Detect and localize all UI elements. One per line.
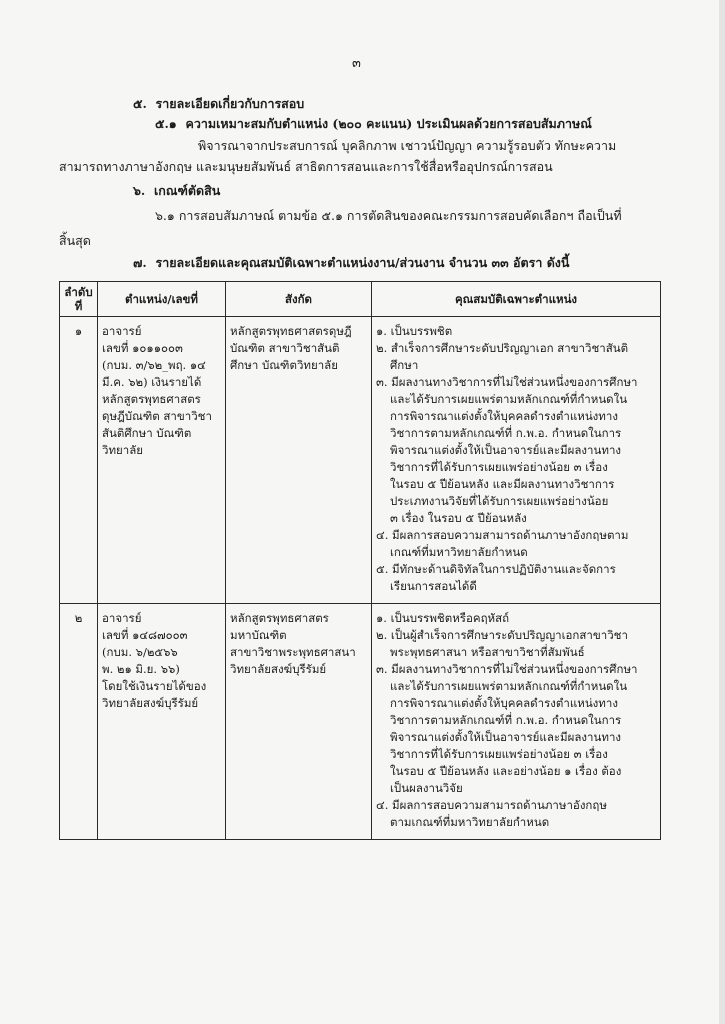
qualification-table — [59, 281, 661, 840]
table-header-row — [60, 282, 661, 317]
unit-line: หลักสูตรพุทธศาสตรดุษฎี — [230, 324, 352, 338]
section-6-title: เกณฑ์ตัดสิน — [154, 183, 221, 198]
position-line: (กบม. ๓/๖๒_พฤ. ๑๔ — [102, 358, 206, 372]
qualification-item: ๑. เป็นบรรพชิตหรือคฤหัสถ์ — [376, 611, 510, 625]
section-5-1-title: ความเหมาะสมกับตำแหน่ง (๒๐๐ คะแนน) ประเมินผลด้วยการสอบสัมภาษณ์ — [185, 116, 592, 131]
qualification-item-continuation: ศึกษา — [390, 358, 419, 372]
qualification-cell — [372, 604, 661, 840]
qualification-item-continuation: ตามเกณฑ์ที่มหาวิทยาลัยกำหนด — [390, 815, 550, 829]
row-number: ๒ — [60, 604, 98, 840]
position-line: วิทยาลัย — [102, 443, 144, 457]
position-line: เลขที่ ๑๐๑๑๐๐๓ — [102, 341, 183, 355]
qualification-item: ๔. มีผลการสอบความสามารถด้านภาษาอังกฤษตาม — [376, 528, 629, 542]
unit-cell — [226, 604, 372, 840]
section-5-1-body-line-1: พิจารณาจากประสบการณ์ บุคลิกภาพ เชาวน์ปัญญา ความรู้รอบตัว ทักษะความ — [198, 138, 617, 153]
unit-line: วิทยาลัยสงฆ์บุรีรัมย์ — [230, 662, 327, 676]
section-7-label: ๗. — [133, 255, 147, 270]
position-line: หลักสูตรพุทธศาสตร — [102, 392, 201, 406]
qualification-item-continuation: การพิจารณาแต่งตั้งให้บุคคลดำรงตำแหน่งทาง — [390, 696, 618, 710]
qualification-item-continuation: พิจารณาแต่งตั้งให้เป็นอาจารย์และมีผลงานทาง — [390, 443, 622, 457]
unit-cell — [226, 317, 372, 604]
qualification-item-continuation: วิชาการตามหลักเกณฑ์ที่ ก.พ.อ. กำหนดในการ — [390, 713, 622, 727]
qualification-item-continuation: และได้รับการเผยแพร่ตามหลักเกณฑ์ที่กำหนดใน — [390, 679, 628, 693]
scan-edge — [719, 0, 725, 1024]
section-7-heading — [133, 253, 569, 273]
header-no-line-1: ลำดับ — [64, 285, 93, 299]
header-no-line-2: ที่ — [74, 299, 83, 313]
unit-line: มหาบัณฑิต — [230, 628, 287, 642]
position-line: (กบม. ๖/๒๕๖๖ — [102, 645, 178, 659]
qualification-item-continuation: ประเภทงานวิจัยที่ได้รับการเผยแพร่อย่างน้อย — [390, 494, 609, 508]
qualification-item-continuation: ในรอบ ๕ ปีย้อนหลัง และมีผลงานทางวิชาการ — [390, 477, 615, 491]
section-6-body-line-1: ๖.๑ การสอบสัมภาษณ์ ตามข้อ ๕.๑ การตัดสินของคณะกรรมการสอบคัดเลือกฯ ถือเป็นที่ — [155, 208, 622, 223]
section-5-1-heading — [155, 114, 592, 134]
qualification-item-continuation: พระพุทธศาสนา หรือสาขาวิชาที่สัมพันธ์ — [390, 645, 585, 659]
section-7-title: รายละเอียดและคุณสมบัติเฉพาะตำแหน่งงาน/ส่วนงาน จำนวน ๓๓ อัตรา ดังนี้ — [155, 255, 570, 270]
header-qualification: คุณสมบัติเฉพาะตำแหน่ง — [372, 282, 661, 317]
position-line: เลขที่ ๑๔๘๗๐๐๓ — [102, 628, 188, 642]
page-number: ๓ — [352, 56, 361, 71]
qualification-item: ๑. เป็นบรรพชิต — [376, 324, 453, 338]
qualification-item-continuation: ๓ เรื่อง ในรอบ ๕ ปีย้อนหลัง — [390, 511, 527, 525]
section-6-heading — [133, 181, 220, 201]
qualification-item-continuation: และได้รับการเผยแพร่ตามหลักเกณฑ์ที่กำหนดใน — [390, 392, 628, 406]
position-line: อาจารย์ — [102, 611, 142, 625]
qualification-item: ๒. สำเร็จการศึกษาระดับปริญญาเอก สาขาวิชาสันติ — [376, 341, 629, 355]
unit-line: หลักสูตรพุทธศาสตร — [230, 611, 329, 625]
position-line: สันติศึกษา บัณฑิต — [102, 426, 192, 440]
qualification-item-continuation: วิชาการที่ได้รับการเผยแพร่อย่างน้อย ๓ เรื่อง — [390, 747, 608, 761]
unit-line: สาขาวิชาพระพุทธศาสนา — [230, 645, 356, 659]
table-row — [60, 317, 661, 604]
section-5-heading — [133, 94, 304, 114]
position-cell — [98, 317, 226, 604]
qualification-item: ๒. เป็นผู้สำเร็จการศึกษาระดับปริญญาเอกสาขาวิชา — [376, 628, 628, 642]
qualification-item-continuation: พิจารณาแต่งตั้งให้เป็นอาจารย์และมีผลงานทาง — [390, 730, 622, 744]
section-5-title: รายละเอียดเกี่ยวกับการสอบ — [155, 96, 305, 111]
position-cell — [98, 604, 226, 840]
table-body — [60, 317, 661, 840]
qualification-item-continuation: การพิจารณาแต่งตั้งให้บุคคลดำรงตำแหน่งทาง — [390, 409, 618, 423]
section-5-label: ๕. — [133, 96, 147, 111]
qualification-cell — [372, 317, 661, 604]
unit-line: บัณฑิต สาขาวิชาสันติ — [230, 341, 340, 355]
qualification-item-continuation: เกณฑ์ที่มหาวิทยาลัยกำหนด — [390, 545, 528, 559]
header-unit: สังกัด — [226, 282, 372, 317]
qualification-item-continuation: เรียนการสอนได้ดี — [390, 579, 477, 593]
qualification-item: ๓. มีผลงานทางวิชาการที่ไม่ใช่ส่วนหนึ่งของการศึกษา — [376, 375, 638, 389]
position-line: มี.ค. ๖๒) เงินรายได้ — [102, 375, 202, 389]
qualification-item: ๔. มีผลการสอบความสามารถด้านภาษาอังกฤษ — [376, 798, 607, 812]
header-position: ตำแหน่ง/เลขที่ — [98, 282, 226, 317]
row-number: ๑ — [60, 317, 98, 604]
header-no — [60, 282, 98, 317]
position-line: โดยใช้เงินรายได้ของ — [102, 679, 207, 693]
position-line: ดุษฎีบัณฑิต สาขาวิชา — [102, 409, 212, 423]
qualification-item-continuation: วิชาการตามหลักเกณฑ์ที่ ก.พ.อ. กำหนดในการ — [390, 426, 622, 440]
qualification-item: ๓. มีผลงานทางวิชาการที่ไม่ใช่ส่วนหนึ่งของการศึกษา — [376, 662, 638, 676]
table-row — [60, 604, 661, 840]
qualification-item-continuation: วิชาการที่ได้รับการเผยแพร่อย่างน้อย ๓ เรื่อง — [390, 460, 608, 474]
unit-line: ศึกษา บัณฑิตวิทยาลัย — [230, 358, 338, 372]
position-line: อาจารย์ — [102, 324, 142, 338]
position-line: พ. ๒๑ มิ.ย. ๖๖) — [102, 662, 180, 676]
qualification-item: ๕. มีทักษะด้านดิจิทัลในการปฏิบัติงานและจัดการ — [376, 562, 616, 576]
position-line: วิทยาลัยสงฆ์บุรีรัมย์ — [102, 696, 199, 710]
section-6-label: ๖. — [133, 183, 146, 198]
section-5-1-body-line-2: สามารถทางภาษาอังกฤษ และมนุษยสัมพันธ์ สาธิตการสอนและการใช้สื่อหรืออุปกรณ์การสอน — [59, 159, 553, 174]
qualification-item-continuation: ในรอบ ๕ ปีย้อนหลัง และอย่างน้อย ๑ เรื่อง ต้อง — [390, 764, 622, 778]
section-6-body-line-2: สิ้นสุด — [59, 233, 91, 248]
qualification-item-continuation: เป็นผลงานวิจัย — [390, 781, 463, 795]
section-5-1-label: ๕.๑ — [155, 116, 177, 131]
